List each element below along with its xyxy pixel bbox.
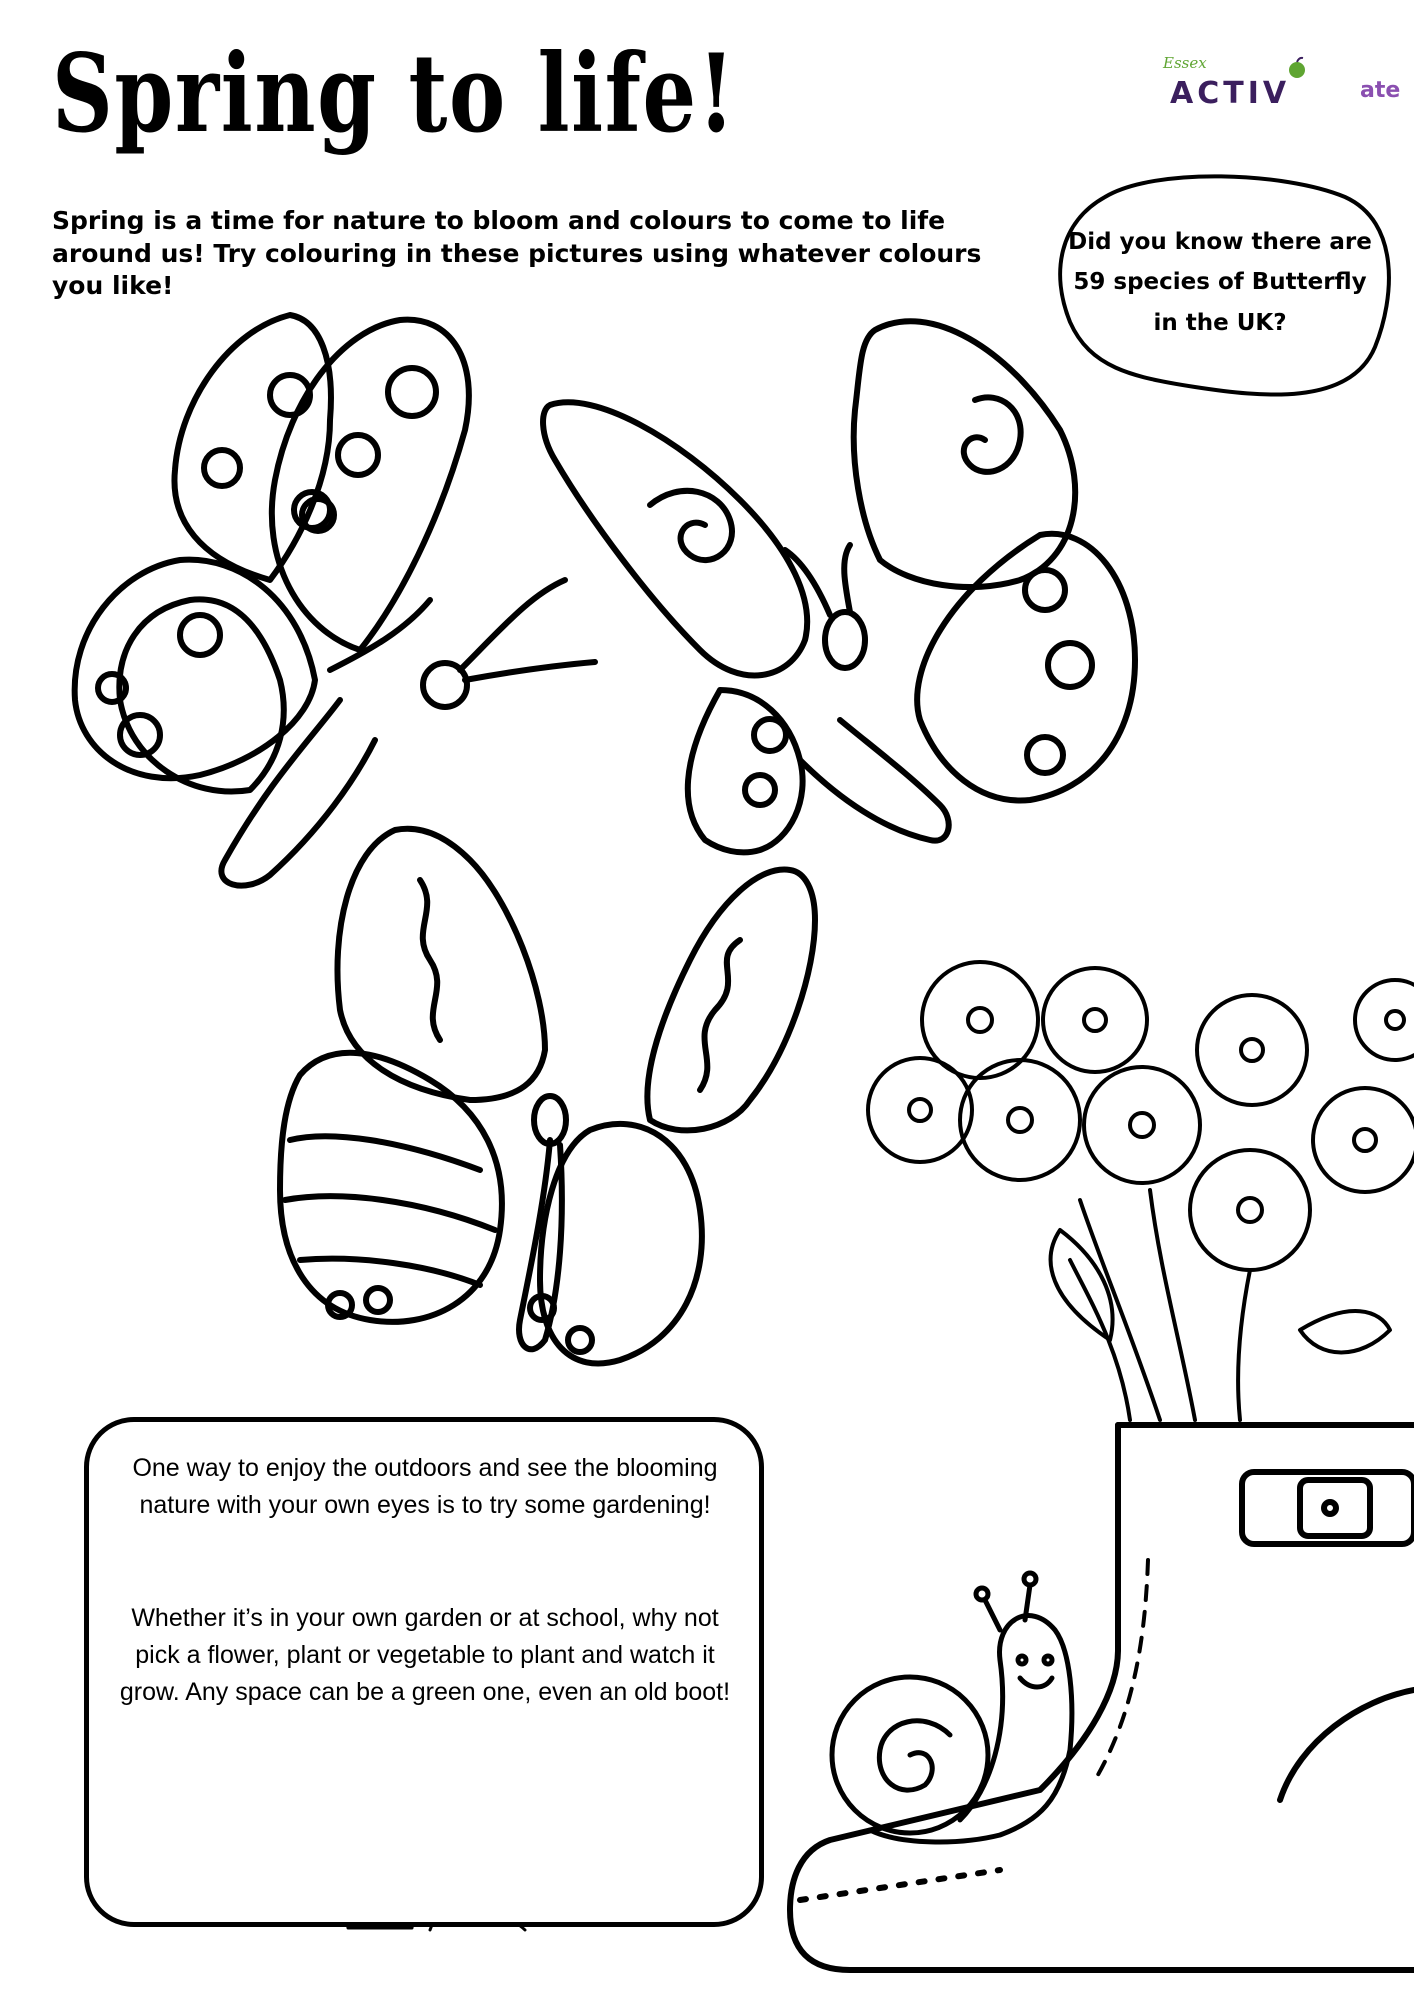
flower-8	[1313, 1088, 1414, 1192]
flower-4	[960, 1060, 1080, 1180]
flower-bouquet-illustration	[868, 962, 1414, 1420]
butterfly-swirl-illustration	[543, 321, 1135, 852]
intro-text: Spring is a time for nature to bloom and colours to come to life around us! Try colouring in these pictures using whatever colours you like!	[52, 206, 982, 300]
info-paragraph-2: Whether it’s in your own garden or at school, why not pick a flower, plant or vegetable to plant and watch it grow. Any space can be a green one, even an old boot!	[119, 1604, 731, 1706]
butterfly-striped-illustration	[280, 829, 815, 1364]
flower-9	[1355, 980, 1414, 1060]
flower-3	[868, 1058, 972, 1162]
info-paragraph-1: One way to enjoy the outdoors and see the blooming nature with your own eyes is to try some gardening!	[132, 1454, 718, 1519]
logo-main-text: ACTIV	[1170, 76, 1291, 111]
flower-6	[1197, 995, 1307, 1105]
logo-small-text: Essex	[1163, 54, 1207, 72]
snail-illustration	[832, 1573, 1072, 1842]
rain-boot-illustration	[790, 1425, 1414, 1970]
fact-bubble-text: Did you know there are 59 species of Butterfly in the UK?	[1068, 229, 1372, 336]
gardening-info-box	[84, 1417, 764, 1927]
logo-accent-text: ate	[1360, 78, 1401, 103]
flower-5	[1084, 1067, 1200, 1183]
flower-2	[1043, 968, 1147, 1072]
page-title: Spring to life!	[52, 31, 737, 157]
flower-7	[1190, 1150, 1310, 1270]
butterfly-spotted-illustration	[75, 315, 595, 886]
butterfly-spotted-spots	[98, 368, 436, 755]
